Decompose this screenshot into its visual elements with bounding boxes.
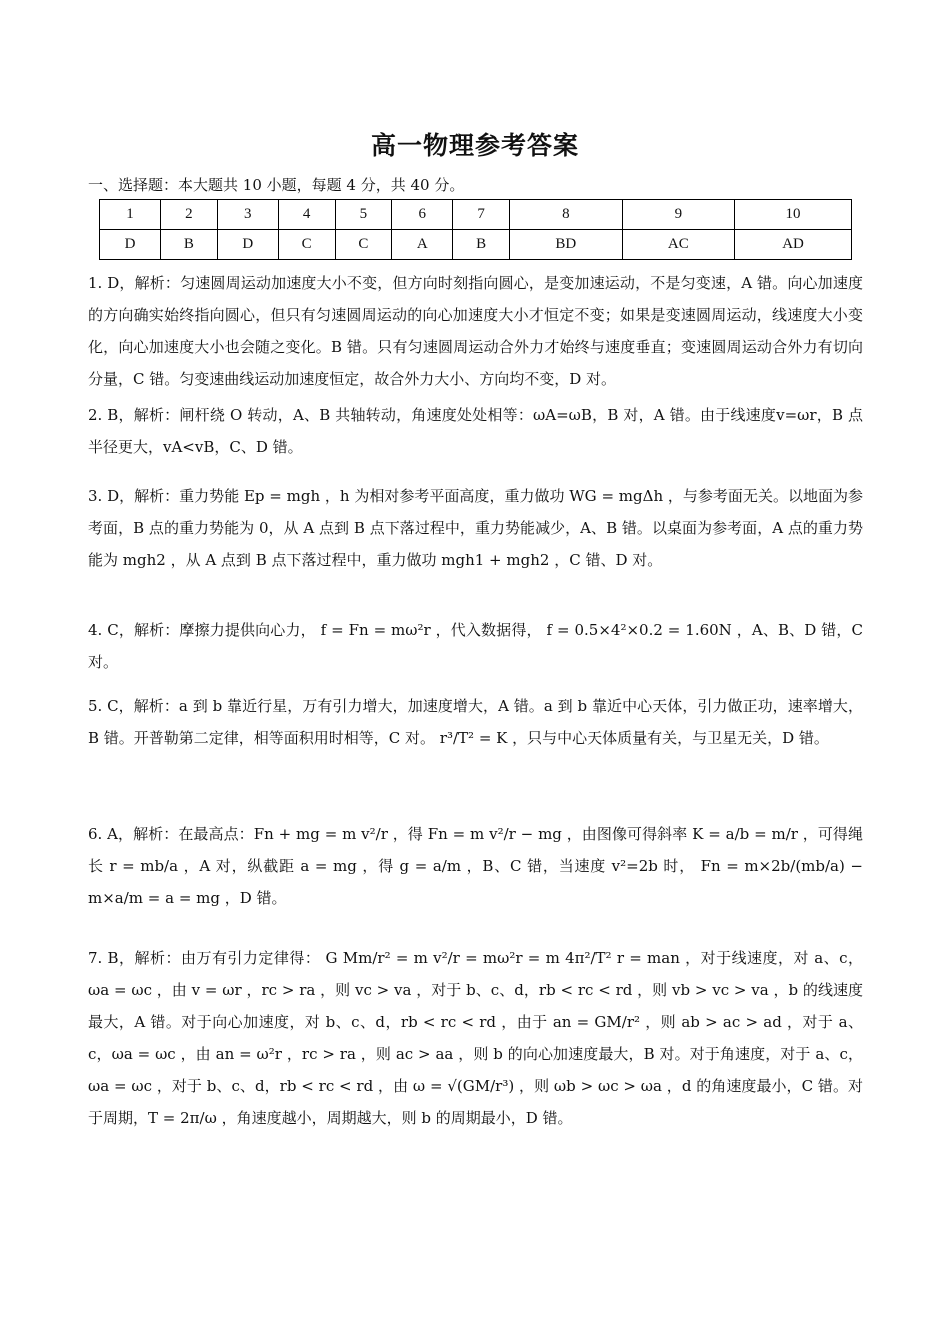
explanation-4 (88, 614, 863, 678)
question-number: 5 (335, 200, 392, 230)
explanation-text: 5. C，解析：a 到 b 靠近行星，万有引力增大，加速度增大，A 错。a 到 b 靠近中心天体，引力做正功，速率增大，B 错。开普勒第二定律，相等面积用时相等，C 对。 r³/T² = K ，只与中心天体质量有关，与卫星无关，D 错。 (88, 697, 863, 747)
answer-table-number-row (100, 200, 852, 230)
answer-table (99, 199, 852, 260)
answer-cell: BD (510, 230, 623, 260)
answer-cell: AD (735, 230, 852, 260)
section-heading: 一、选择题：本大题共 10 小题，每题 4 分，共 40 分。 (88, 176, 465, 194)
question-number: 1 (100, 200, 161, 230)
answer-cell: B (161, 230, 218, 260)
explanation-6 (88, 818, 863, 914)
question-number: 8 (510, 200, 623, 230)
explanation-1 (88, 267, 863, 395)
explanation-text: 1. D，解析：匀速圆周运动加速度大小不变，但方向时刻指向圆心，是变加速运动，不是匀变速，A 错。向心加速度的方向确实始终指向圆心，但只有匀速圆周运动的向心加速度大小才恒定不变；如果是变速圆周运动，线速度大小变化，向心加速度大小也会随之变化。B 错。只有匀速圆周运动合外力才始终与速度垂直；变速圆周运动合外力有切向分量，C 错。匀变速曲线运动加速度恒定，故合外力大小、方向均不变，D 对。 (88, 274, 863, 388)
question-number: 7 (453, 200, 510, 230)
answer-cell: C (278, 230, 335, 260)
question-number: 10 (735, 200, 852, 230)
explanation-5 (88, 690, 863, 754)
explanation-7 (88, 942, 863, 1134)
question-number: 6 (392, 200, 453, 230)
explanation-text: 7. B，解析：由万有引力定律得： G Mm/r² = m v²/r = mω²r = m 4π²/T² r = man ，对于线速度，对 a、c，ωa = ωc ，由 v = ωr ，rc > ra ，则 vc > va ，对于 b、c、d，rb < rc < rd ，则 vb > vc > va ，b 的线速度最大，A 错。对于向心加速度，对 b、c、d，rb < rc < rd ，由于 an = GM/r² ，则 ab > ac > ad ，对于 a、c，ωa = ωc ，由 an = ω²r ，rc > ra ，则 ac > aa ，则 b 的向心加速度最大，B 对。对于角速度，对于 a、c，ωa = ωc ，对于 b、c、d，rb < rc < rd ，由 ω = √(GM/r³) ，则 ωb > ωc > ωa ，d 的角速度最小，C 错。对于周期，T = 2π/ω ，角速度越小，周期越大，则 b 的周期最小，D 错。 (88, 949, 863, 1127)
page-title: 高一物理参考答案 (370, 131, 579, 160)
answer-cell: D (100, 230, 161, 260)
answer-cell: A (392, 230, 453, 260)
question-number: 4 (278, 200, 335, 230)
explanation-text: 2. B，解析：闸杆绕 O 转动，A、B 共轴转动，角速度处处相等：ωA=ωB，B 对，A 错。由于线速度v=ωr，B 点半径更大，vA<vB，C、D 错。 (88, 406, 863, 456)
explanation-text: 4. C，解析：摩擦力提供向心力， f = Fn = mω²r ，代入数据得， f = 0.5×4²×0.2 = 1.60N ，A、B、D 错，C 对。 (88, 621, 863, 671)
explanation-3 (88, 480, 863, 576)
answer-cell: D (217, 230, 278, 260)
question-number: 2 (161, 200, 218, 230)
question-number: 9 (622, 200, 735, 230)
question-number: 3 (217, 200, 278, 230)
explanation-2 (88, 399, 863, 463)
explanation-text: 6. A，解析：在最高点：Fn + mg = m v²/r ，得 Fn = m v²/r − mg ，由图像可得斜率 K = a/b = m/r ，可得绳长 r = mb/a ，A 对，纵截距 a = mg ，得 g = a/m ，B、C 错，当速度 v²=2b 时， Fn = m×2b/(mb/a) − m×a/m = a = mg ，D 错。 (88, 825, 863, 907)
answer-cell: C (335, 230, 392, 260)
answer-cell: AC (622, 230, 735, 260)
answer-table-answer-row (100, 230, 852, 260)
answer-cell: B (453, 230, 510, 260)
explanation-text: 3. D，解析：重力势能 Ep = mgh ，h 为相对参考平面高度，重力做功 WG = mgΔh ，与参考面无关。以地面为参考面，B 点的重力势能为 0，从 A 点到 B 点下落过程中，重力势能减少，A、B 错。以桌面为参考面，A 点的重力势能为 mgh2 ，从 A 点到 B 点下落过程中，重力做功 mgh1 + mgh2 ，C 错、D 对。 (88, 487, 863, 569)
